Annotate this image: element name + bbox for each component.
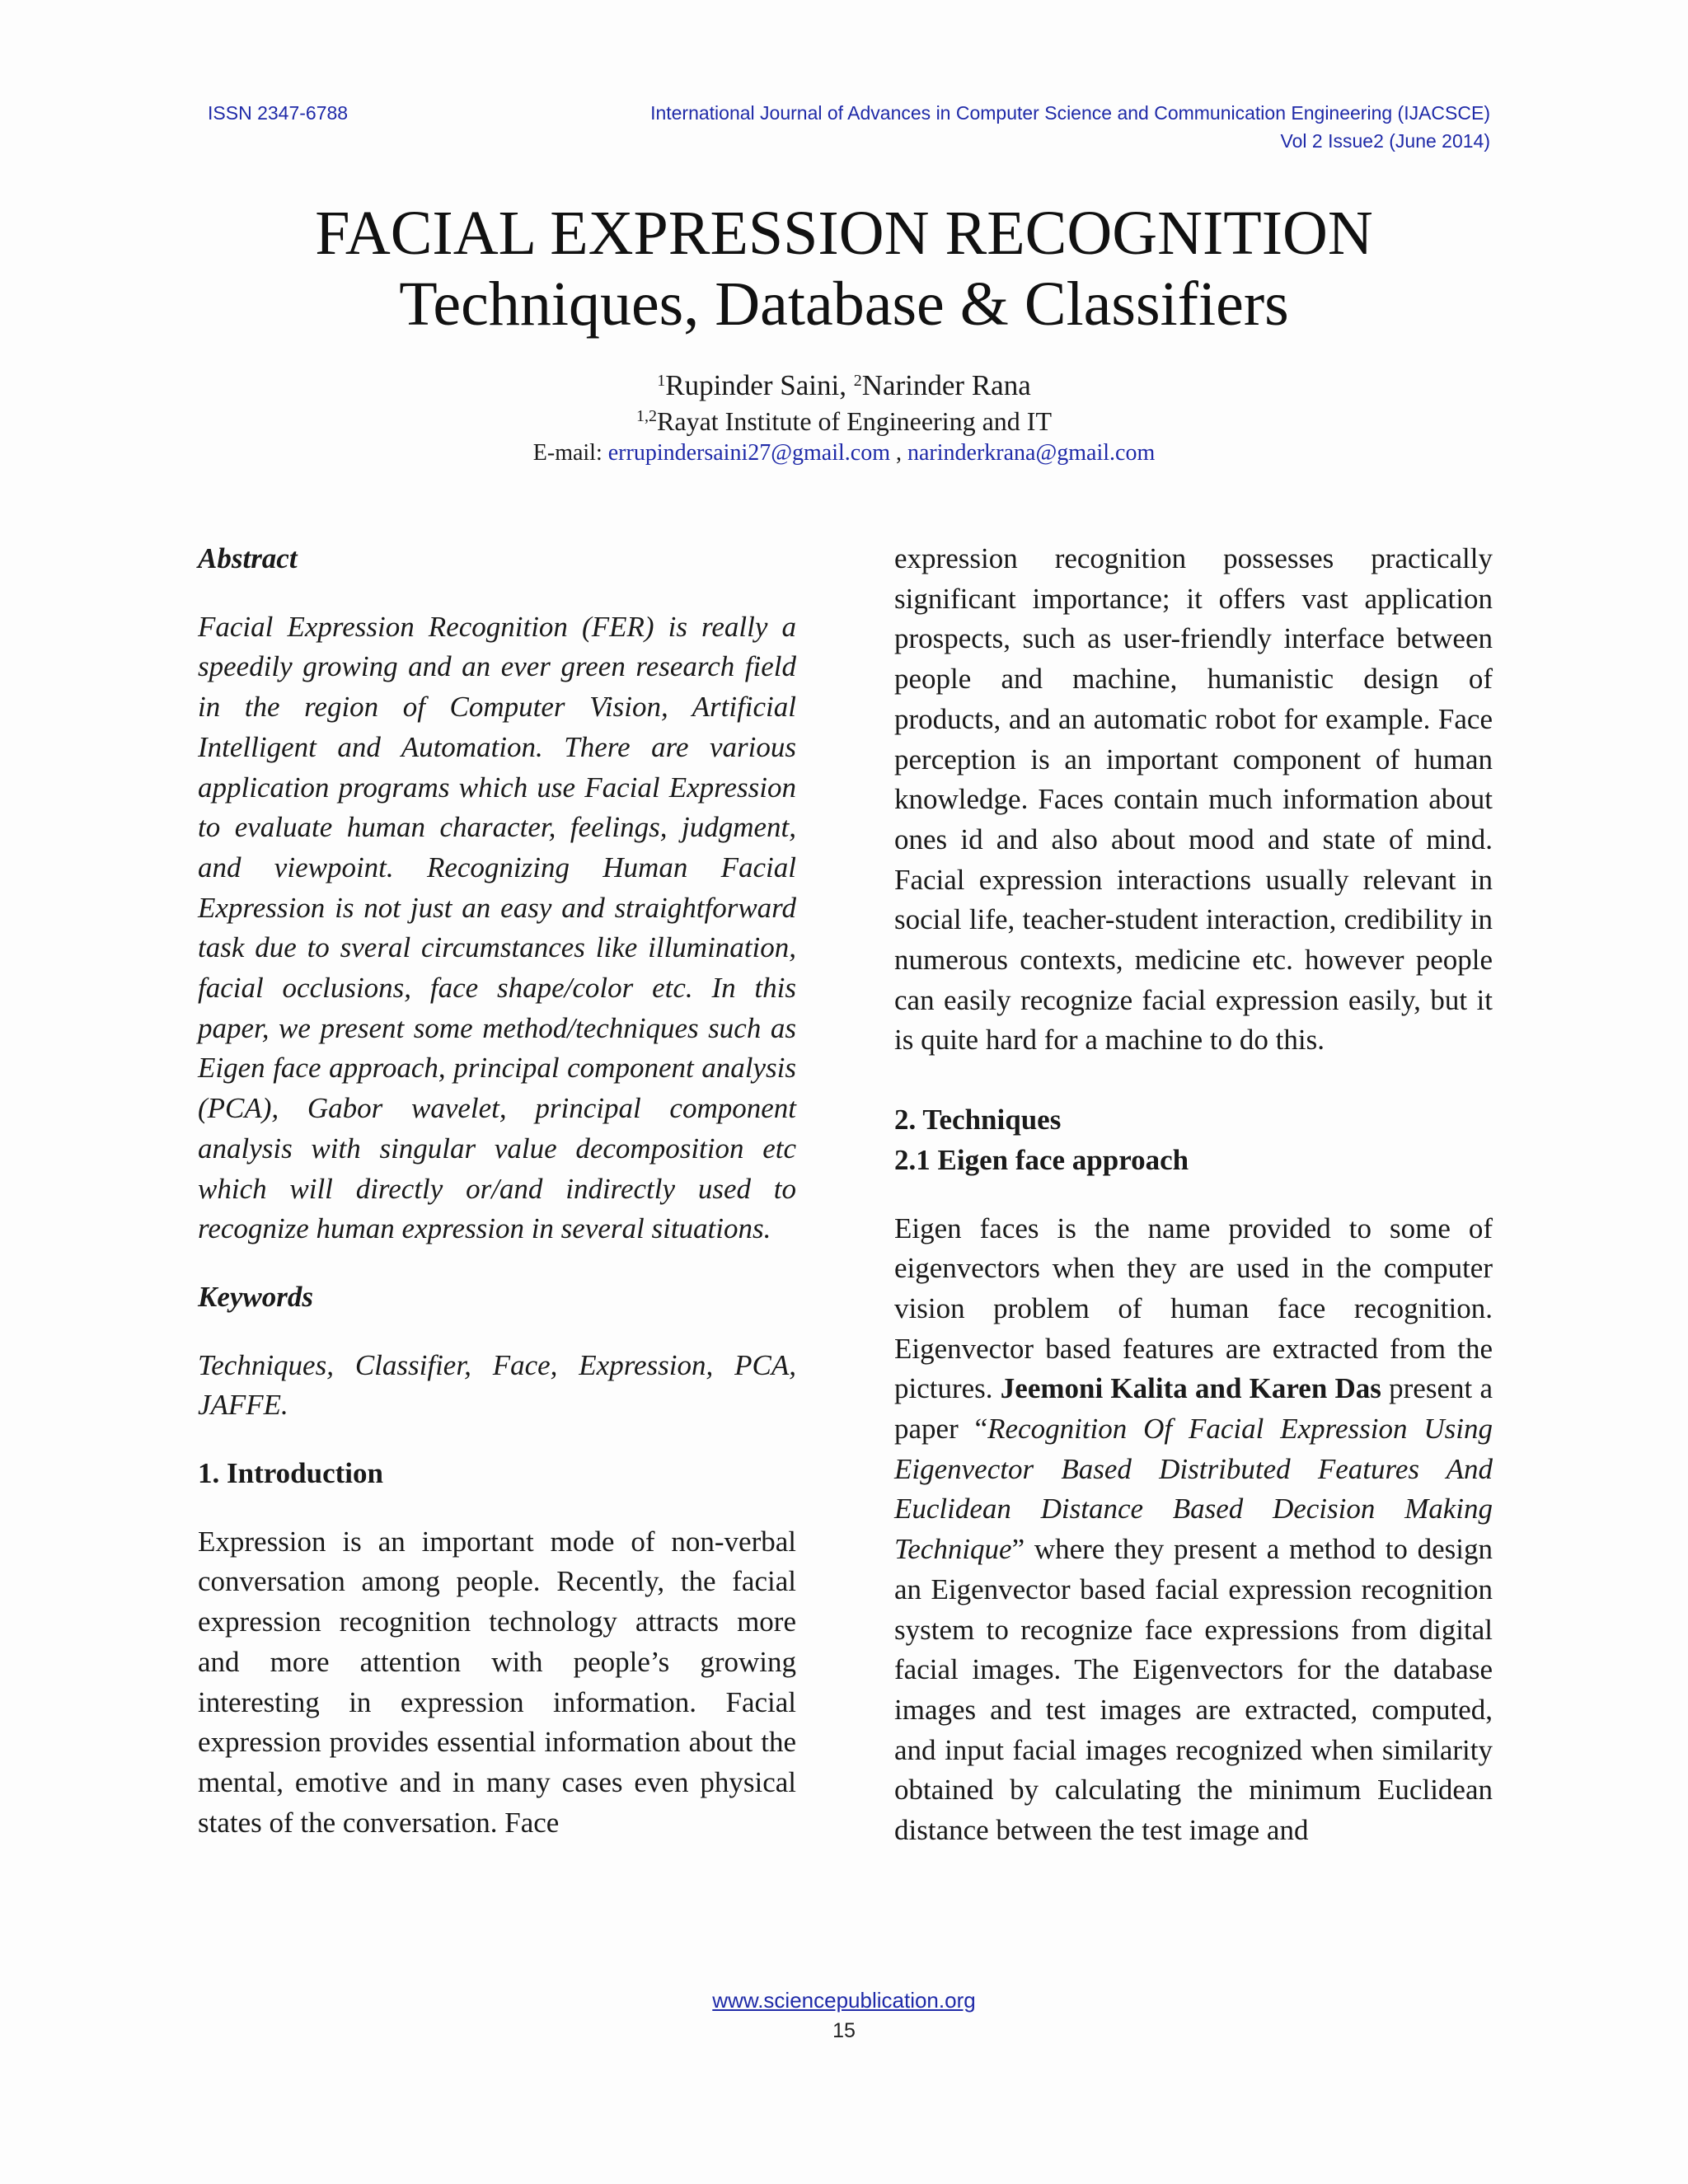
- journal-header: [650, 99, 1490, 155]
- cited-authors: Jeemoni Kalita and Karen Das: [1000, 1372, 1381, 1405]
- page-number: 15: [832, 2019, 856, 2042]
- techniques-heading: 2. Techniques: [894, 1104, 1062, 1137]
- eigen-face-heading: 2.1 Eigen face approach: [894, 1143, 1189, 1176]
- affiliation-line: [0, 405, 1688, 437]
- affiliation-marker: 1,2: [636, 407, 658, 425]
- keywords-text: Techniques, Classifier, Face, Expression, PCA, JAFFE.: [198, 1348, 796, 1422]
- author-line: [0, 369, 1688, 402]
- title-line-1: FACIAL EXPRESSION RECOGNITION: [315, 199, 1373, 268]
- email-link-1[interactable]: errupindersaini27@gmail.com: [607, 440, 890, 466]
- introduction-text: Expression is an important mode of non-verbal conversation among people. Recently, the facial expression recognition technology attracts more and more attention with people’s growing interesting in expression information. Facial expression provides essential information about the mental, emotive and in many cases even physical states of the conversation. Face: [198, 1525, 796, 1839]
- eigen-face-text: [894, 1209, 1493, 1851]
- eigen-text-start: Eigen faces is the name provided to some of eigenvectors when they are used in the computer vision problem of human face recognition. Eigenvector based features are extracted from the pictures.: [894, 1212, 1493, 1405]
- abstract-heading: Abstract: [198, 542, 298, 574]
- email-link-2[interactable]: narinderkrana@gmail.com: [907, 440, 1156, 466]
- keywords-heading: Keywords: [198, 1280, 313, 1313]
- email-label: E-mail:: [532, 440, 608, 466]
- cited-paper-title: Recognition Of Facial Expression Using Eigenvector Based Distributed Features And Euclidean Distance Based Decision Making Technique: [894, 1413, 1493, 1566]
- eigen-text-end: ” where they present a method to design an Eigenvector based facial expression recognition system to recognize face expressions from digital facial images. The Eigenvectors for the database images and test images are extracted, computed, and input facial images recognized when similarity obtained by calculating the minimum Euclidean distance between the test image and: [894, 1533, 1493, 1847]
- introduction-text-continued: expression recognition possesses practically significant importance; it offers vast application prospects, such as user-friendly interface between people and machine, humanistic design of products, and an automatic robot for example. Face perception is an important component of human knowledge. Faces contain much information about ones id and also about mood and state of mind. Facial expression interactions usually relevant in social life, teacher-student interaction, credibility in numerous contexts, medicine etc. however people can easily recognize facial expression easily, but it is quite hard for a machine to do this.: [894, 542, 1493, 1057]
- eigen-text-mid: present a paper “: [894, 1372, 1493, 1446]
- email-line: [0, 438, 1688, 468]
- journal-name: International Journal of Advances in Computer Science and Communication Engineering (IJACSCE): [650, 102, 1490, 124]
- paper-title: [0, 198, 1688, 340]
- title-line-2: Techniques, Database & Classifiers: [399, 269, 1289, 339]
- author-1-marker: 1: [657, 372, 666, 390]
- abstract-text: Facial Expression Recognition (FER) is really a speedily growing and an ever green research field in the region of Computer Vision, Artificial Intelligent and Automation. There are various application programs which use Facial Expression to evaluate human character, feelings, judgment, and viewpoint. Recognizing Human Facial Expression is not just an easy and straightforward task due to sveral circumstances like illumination, facial occlusions, face shape/color etc. In this paper, we present some method/techniques such as Eigen face approach, principal component analysis (PCA), Gabor wavelet, principal component analysis with singular value decomposition etc which will directly or/and indirectly used to recognize human expression in several situations.: [198, 610, 796, 1245]
- author-2-marker: 2: [853, 372, 862, 390]
- author-2: Narinder Rana: [861, 369, 1031, 401]
- journal-volume: Vol 2 Issue2 (June 2014): [1280, 130, 1490, 152]
- left-column: [198, 539, 796, 1843]
- email-separator: ,: [890, 440, 907, 466]
- footer-website-link[interactable]: www.sciencepublication.org: [712, 1988, 976, 2013]
- right-column: [894, 539, 1493, 1851]
- affiliation: Rayat Institute of Engineering and IT: [657, 406, 1052, 436]
- introduction-heading: 1. Introduction: [198, 1457, 383, 1490]
- author-1: Rupinder Saini,: [665, 369, 854, 401]
- issn-label: ISSN 2347-6788: [208, 102, 349, 124]
